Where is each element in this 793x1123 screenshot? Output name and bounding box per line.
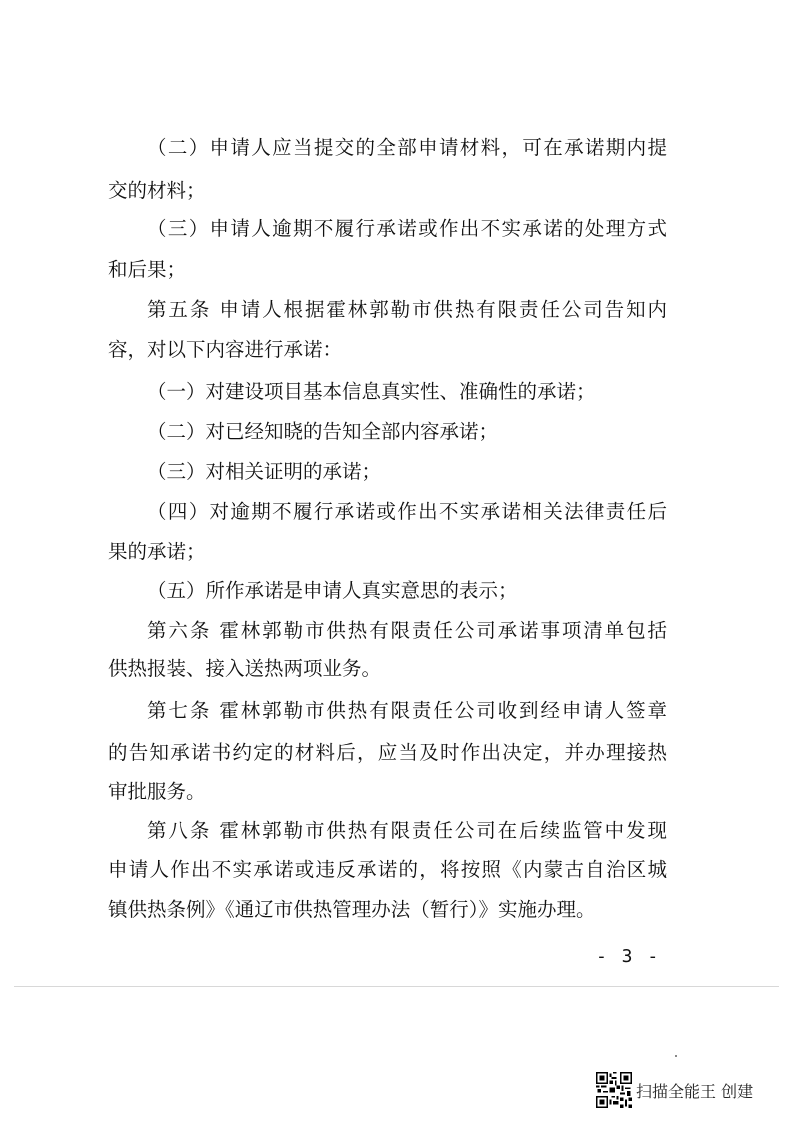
watermark-label: 扫描全能王 创建: [636, 1081, 754, 1101]
text-line: （四）对逾期不履行承诺或作出不实承诺相关法律责任后: [147, 500, 667, 523]
text-line: （五）所作承诺是申请人真实意思的表示；: [147, 579, 518, 602]
text-line: 第六条 霍林郭勒市供热有限责任公司承诺事项清单包括: [147, 619, 667, 642]
text-line: 的告知承诺书约定的材料后，应当及时作出决定，并办理接热: [108, 741, 667, 764]
text-line: 审批服务。: [108, 780, 206, 803]
qr-code-icon: [596, 1072, 632, 1108]
text-line: 第五条 申请人根据霍林郭勒市供热有限责任公司告知内: [147, 298, 667, 321]
text-line: 果的承诺；: [108, 540, 206, 563]
text-line: （一）对建设项目基本信息真实性、准确性的承诺；: [147, 380, 596, 403]
text-line: 申请人作出不实承诺或违反承诺的，将按照《内蒙古自治区城: [108, 858, 667, 881]
scanner-watermark: [596, 1071, 753, 1109]
text-line: （二）对已经知晓的告知全部内容承诺；: [147, 420, 499, 443]
text-line: 第七条 霍林郭勒市供热有限责任公司收到经申请人签章: [147, 699, 667, 722]
footer-divider: [14, 986, 779, 987]
text-line: 交的材料；: [108, 179, 206, 202]
text-line: 第八条 霍林郭勒市供热有限责任公司在后续监管中发现: [147, 819, 667, 842]
page-number: - 3 -: [596, 946, 661, 967]
text-line: 供热报装、接入送热两项业务。: [108, 657, 382, 680]
scan-speck: [675, 1055, 677, 1057]
text-line: 容，对以下内容进行承诺：: [108, 338, 343, 361]
text-line: （三）对相关证明的承诺；: [147, 460, 382, 483]
text-line: （三）申请人逾期不履行承诺或作出不实承诺的处理方式: [147, 217, 667, 240]
text-line: （二）申请人应当提交的全部申请材料，可在承诺期内提: [147, 136, 667, 159]
text-line: 镇供热条例》《通辽市供热管理办法（暂行）》实施办理。: [108, 898, 596, 921]
text-line: 和后果；: [108, 258, 187, 281]
